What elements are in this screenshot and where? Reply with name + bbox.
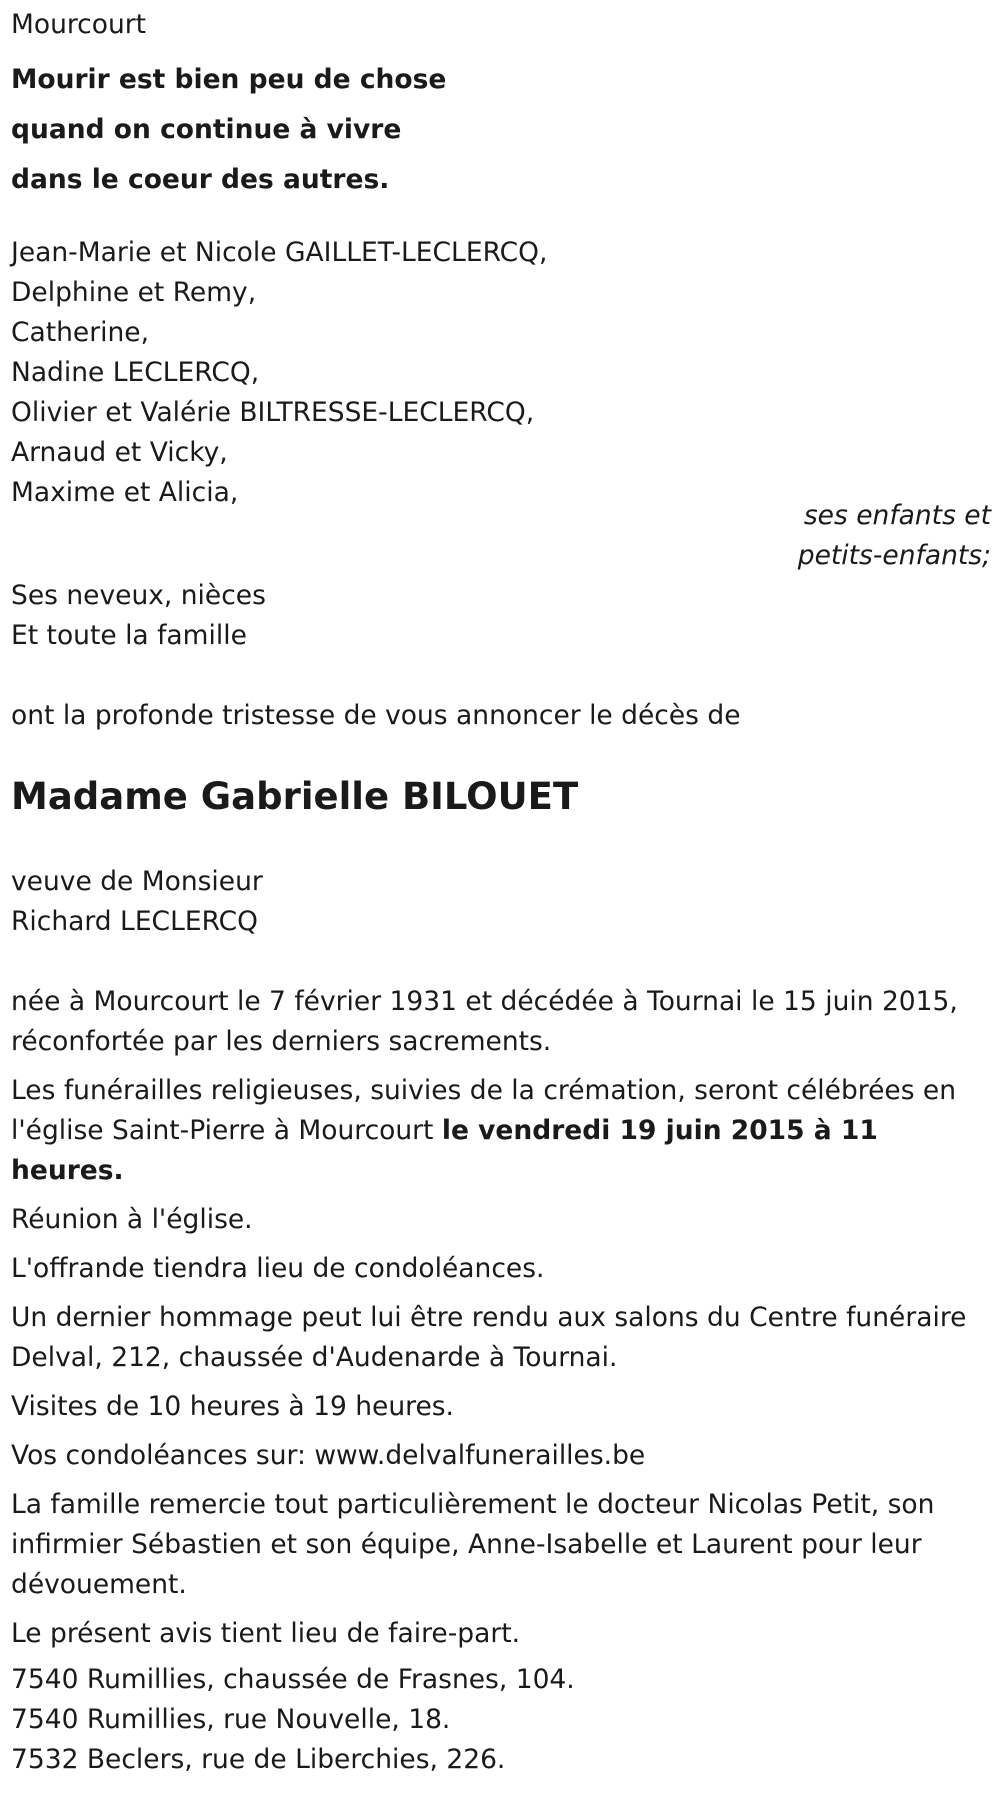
funeral-details bbox=[11, 982, 986, 1663]
widow-line: Richard LECLERCQ bbox=[11, 906, 259, 937]
relation-line: petits-enfants; bbox=[797, 540, 991, 571]
relation-caption bbox=[798, 496, 991, 576]
widow-of bbox=[11, 862, 263, 942]
birth-death-paragraph: née à Mourcourt le 7 février 1931 et décédée à Tournai le 15 juin 2015, réconfortée par les derniers sacrements. bbox=[11, 986, 958, 1057]
funeral-paragraph bbox=[11, 1071, 986, 1191]
family-member: Jean-Marie et Nicole GAILLET-LECLERCQ, bbox=[11, 237, 548, 268]
relation-line: ses enfants et bbox=[803, 500, 991, 531]
thanks-paragraph: La famille remercie tout particulièrement le docteur Nicolas Petit, son infirmier Sébastien et son équipe, Anne-Isabelle et Laurent pour leur dévouement. bbox=[11, 1489, 935, 1600]
family-member: Nadine LECLERCQ, bbox=[11, 357, 260, 388]
announcement-text: ont la profonde tristesse de vous annoncer le décès de bbox=[11, 700, 741, 731]
extended-family bbox=[11, 576, 266, 656]
family-member: Delphine et Remy, bbox=[11, 277, 257, 308]
address-line: 7540 Rumillies, rue Nouvelle, 18. bbox=[11, 1704, 451, 1735]
family-member: Olivier et Valérie BILTRESSE-LECLERCQ, bbox=[11, 397, 535, 428]
town-name: Mourcourt bbox=[11, 9, 147, 40]
motto-line: Mourir est bien peu de chose bbox=[11, 64, 447, 95]
family-member: Arnaud et Vicky, bbox=[11, 437, 228, 468]
condolences-paragraph: Vos condoléances sur: www.delvalfunerailles.be bbox=[11, 1440, 646, 1471]
notice-paragraph: Le présent avis tient lieu de faire-part. bbox=[11, 1618, 521, 1649]
deceased-name: Madame Gabrielle BILOUET bbox=[11, 775, 579, 818]
funeral-intro: Les funérailles religieuses, suivies de la crémation, seront célébrées en l'église Saint-Pierre à Mourcourt bbox=[11, 1075, 957, 1146]
family-list bbox=[11, 233, 547, 513]
meeting-paragraph: Réunion à l'église. bbox=[11, 1204, 253, 1235]
homage-paragraph: Un dernier hommage peut lui être rendu aux salons du Centre funéraire Delval, 212, chaussée d'Audenarde à Tournai. bbox=[11, 1302, 967, 1373]
extended-family-line: Et toute la famille bbox=[11, 620, 247, 651]
widow-line: veuve de Monsieur bbox=[11, 866, 263, 897]
family-member: Maxime et Alicia, bbox=[11, 477, 239, 508]
motto-line: quand on continue à vivre bbox=[11, 114, 402, 145]
address-line: 7540 Rumillies, chaussée de Frasnes, 104. bbox=[11, 1664, 575, 1695]
address-line: 7532 Beclers, rue de Liberchies, 226. bbox=[11, 1744, 506, 1775]
address-list bbox=[11, 1660, 575, 1780]
motto-line: dans le coeur des autres. bbox=[11, 164, 390, 195]
extended-family-line: Ses neveux, nièces bbox=[11, 580, 266, 611]
family-member: Catherine, bbox=[11, 317, 150, 348]
visits-paragraph: Visites de 10 heures à 19 heures. bbox=[11, 1391, 454, 1422]
offering-paragraph: L'offrande tiendra lieu de condoléances. bbox=[11, 1253, 545, 1284]
motto bbox=[11, 55, 446, 205]
funeral-date: le vendredi 19 juin 2015 à 11 heures. bbox=[11, 1115, 878, 1186]
